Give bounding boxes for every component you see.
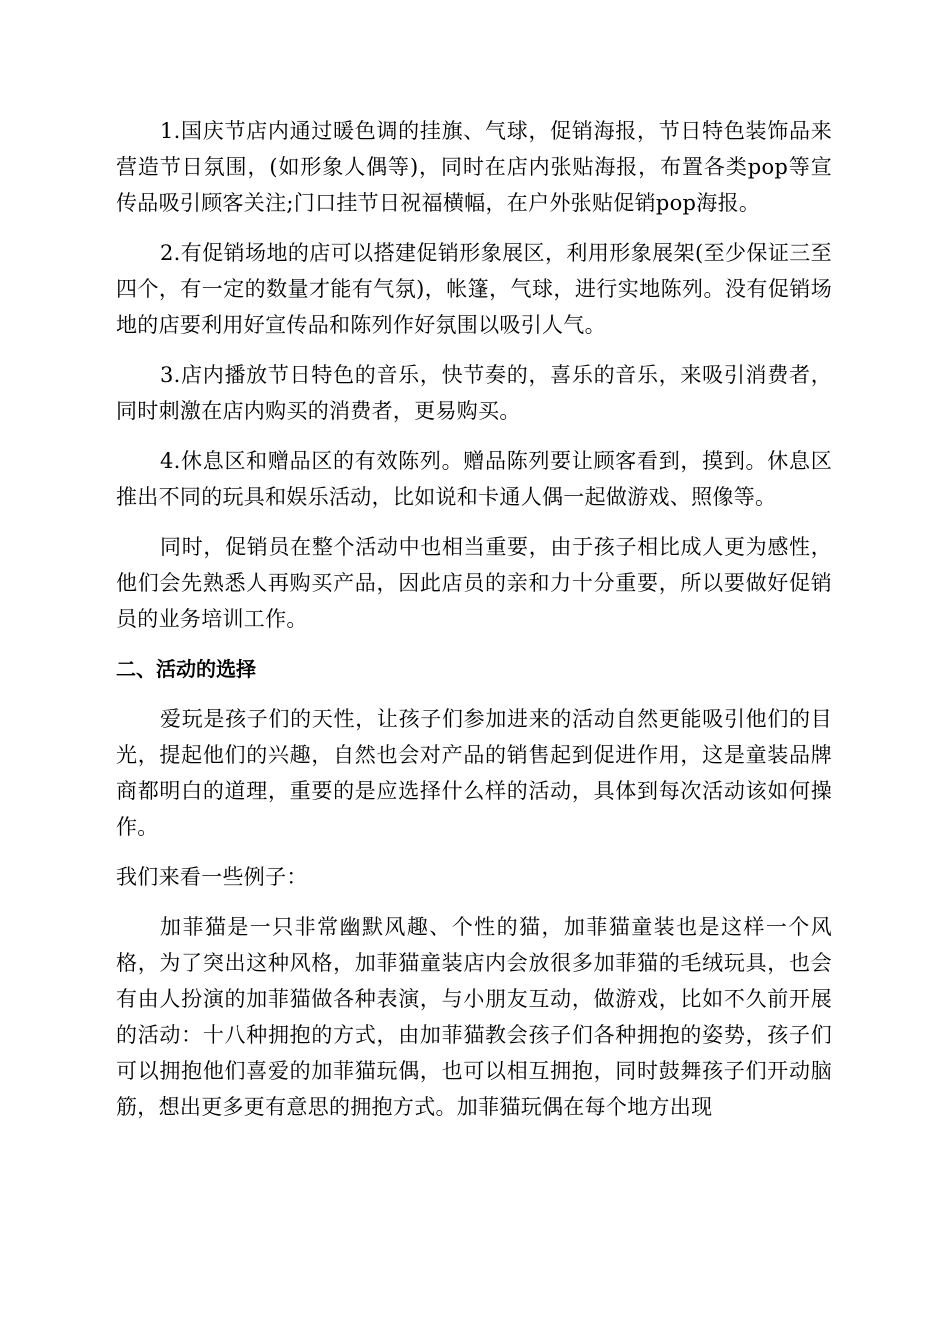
paragraph-item-4: 4.休息区和赠品区的有效陈列。赠品陈列要让顾客看到，摸到。休息区推出不同的玩具和娱乐活动，比如说和卡通人偶一起做游戏、照像等。: [116, 449, 832, 509]
paragraph-activity-intro: 爱玩是孩子们的天性，让孩子们参加进来的活动自然更能吸引他们的目光，提起他们的兴趣，自然也会对产品的销售起到促进作用，这是童装品牌商都明白的道理，重要的是应选择什么样的活动，具体到每次活动该如何操作。: [116, 707, 832, 839]
paragraph-item-2: 2.有促销场地的店可以搭建促销形象展区，利用形象展架(至少保证三至四个，有一定的数量才能有气氛)，帐篷，气球，进行实地陈列。没有促销场地的店要利用好宣传品和陈列作好氛围以吸引人气。: [116, 241, 832, 337]
paragraph-staff: 同时，促销员在整个活动中也相当重要，由于孩子相比成人更为感性，他们会先熟悉人再购买产品，因此店员的亲和力十分重要，所以要做好促销员的业务培训工作。: [116, 535, 832, 631]
paragraph-item-3: 3.店内播放节日特色的音乐，快节奏的，喜乐的音乐，来吸引消费者，同时刺激在店内购买的消费者，更易购买。: [116, 363, 832, 423]
paragraph-item-1: 1.国庆节店内通过暖色调的挂旗、气球，促销海报，节日特色装饰品来营造节日氛围，(如形象人偶等)，同时在店内张贴海报，布置各类pop等宣传品吸引顾客关注;门口挂节日祝福横幅，在户外张贴促销pop海报。: [116, 119, 832, 215]
paragraph-examples-lead: 我们来看一些例子：: [116, 865, 308, 889]
document-body: [116, 113, 832, 1139]
paragraph-garfield-example: 加菲猫是一只非常幽默风趣、个性的猫，加菲猫童装也是这样一个风格，为了突出这种风格，加菲猫童装店内会放很多加菲猫的毛绒玩具，也会有由人扮演的加菲猫做各种表演，与小朋友互动，做游戏，比如不久前开展的活动：十八种拥抱的方式，由加菲猫教会孩子们各种拥抱的姿势，孩子们可以拥抱他们喜爱的加菲猫玩偶，也可以相互拥抱，同时鼓舞孩子们开动脑筋，想出更多更有意思的拥抱方式。加菲猫玩偶在每个地方出现: [116, 915, 832, 1119]
section-heading: 二、活动的选择: [116, 657, 256, 681]
